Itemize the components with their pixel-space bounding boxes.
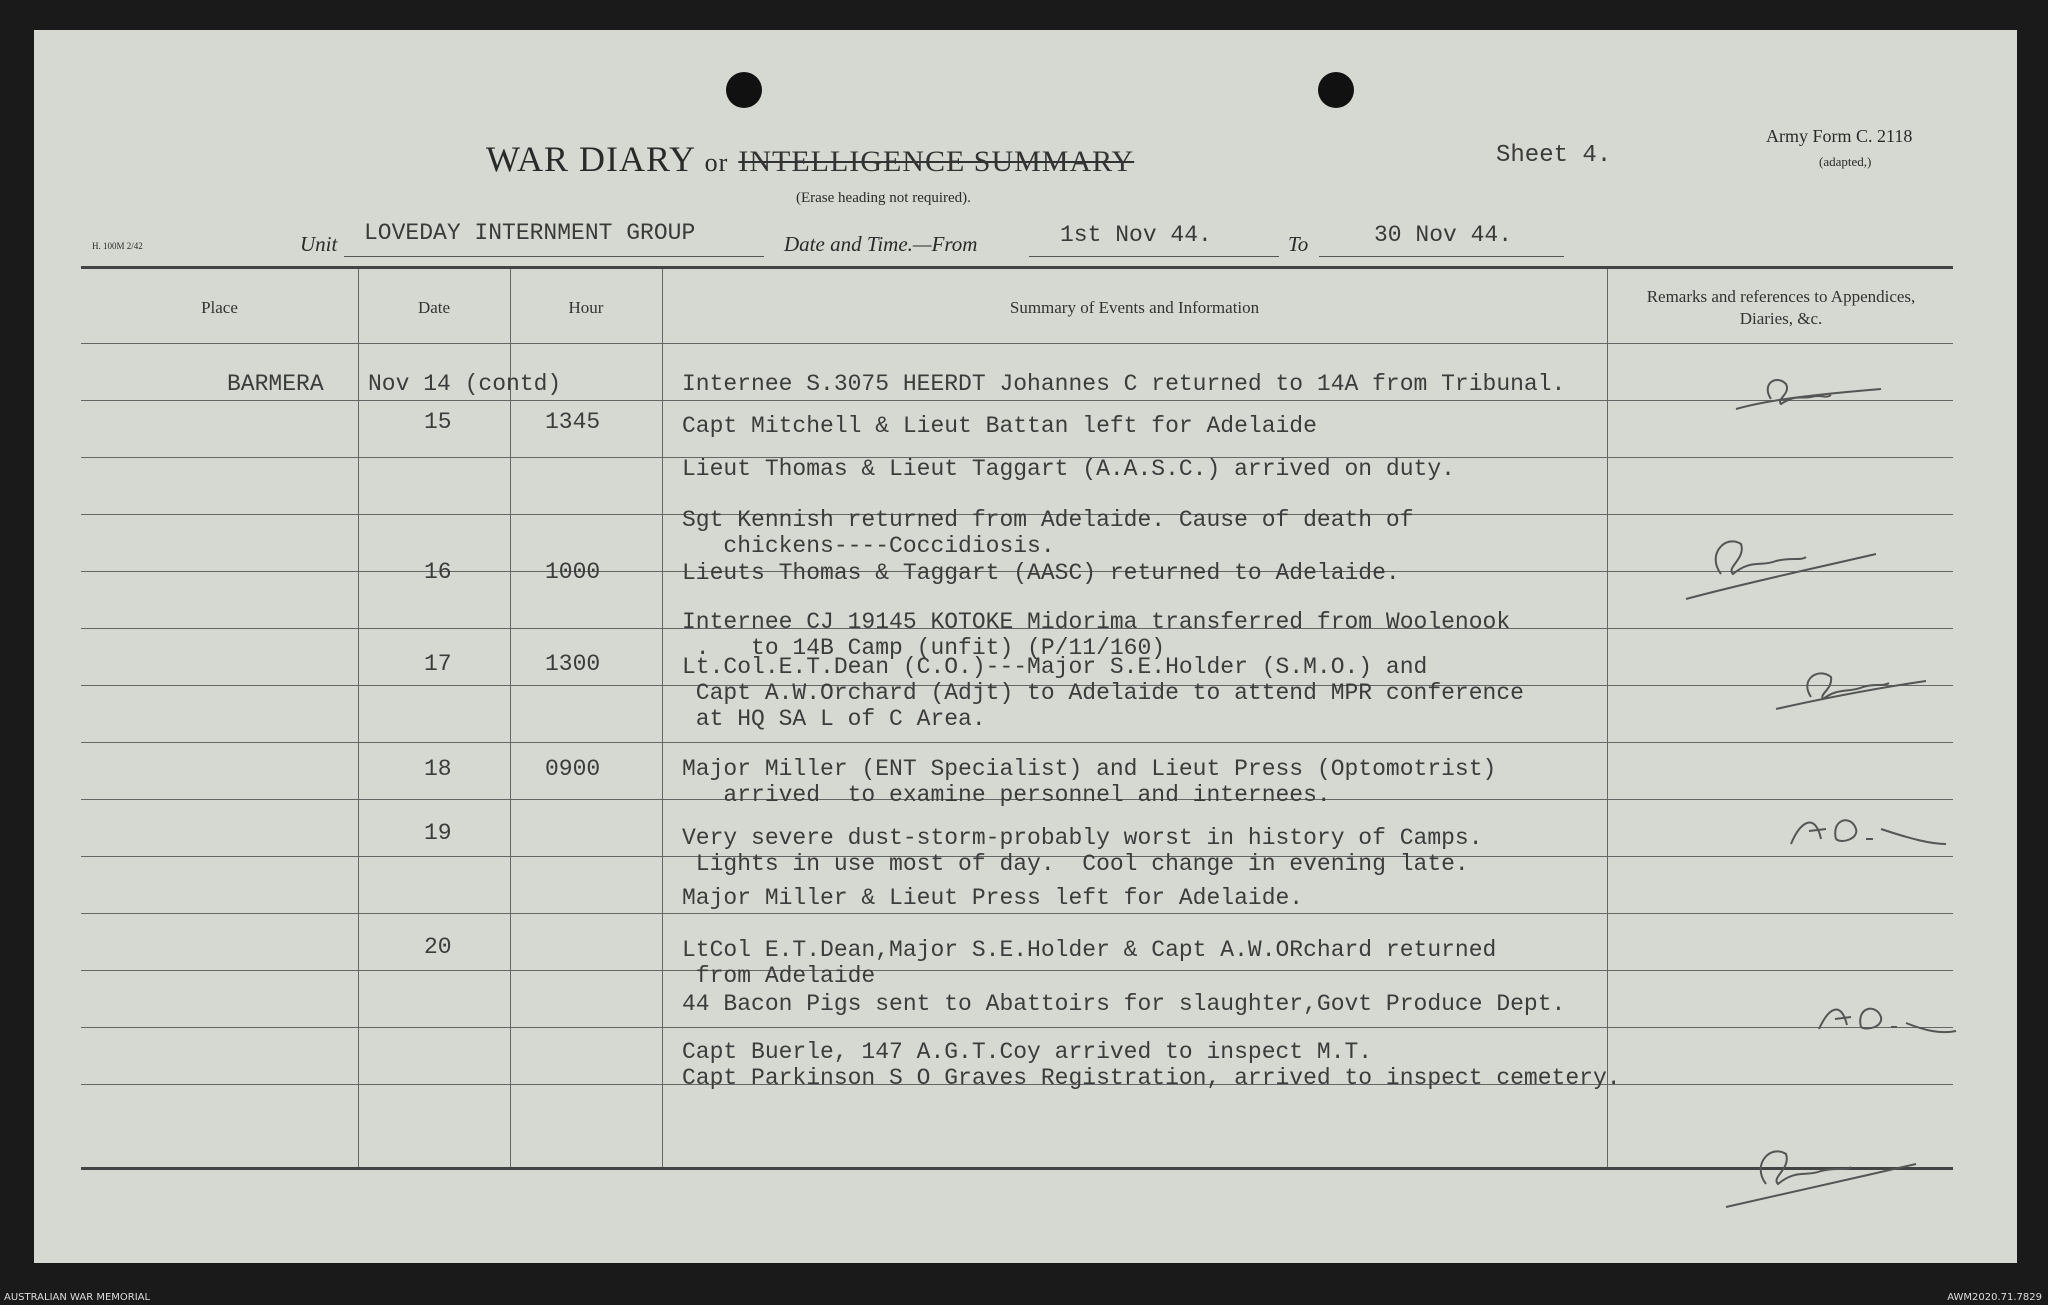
- table-row-text: Capt Buerle, 147 A.G.T.Coy arrived to inspect M.T. Capt Parkinson S O Graves Registration, arrived to inspect cemetery.: [682, 1039, 1621, 1091]
- row-rule: [81, 400, 1953, 401]
- punch-hole-right: [1318, 72, 1354, 108]
- initials-signature: [1771, 659, 1931, 719]
- initials-signature: [1811, 989, 1961, 1049]
- row-rule: [81, 913, 1953, 914]
- table-row-place: BARMERA: [227, 371, 324, 397]
- table-row-hour: 1300: [545, 651, 601, 677]
- table-row-date: 19: [424, 820, 452, 846]
- table-row-text: Sgt Kennish returned from Adelaide. Cause of death of chickens----Coccidiosis.: [682, 507, 1414, 559]
- table-row-date: Nov 14 (contd): [368, 371, 562, 397]
- table-row-date: 20: [424, 934, 452, 960]
- unit-underline: [344, 256, 764, 257]
- initials-signature: [1731, 369, 1891, 429]
- table-row-text: Major Miller (ENT Specialist) and Lieut Press (Optomotrist) arrived to examine personnel and internees.: [682, 756, 1497, 808]
- to-label: To: [1288, 232, 1309, 256]
- initials-signature: [1781, 799, 1951, 859]
- row-rule: [81, 1027, 1953, 1028]
- table-row-date: 17: [424, 651, 452, 677]
- col-header-remarks: Remarks and references to Appendices, Diaries, &c.: [1646, 286, 1916, 328]
- table-row-date: 18: [424, 756, 452, 782]
- diary-table: [81, 266, 1953, 1170]
- unit-value: LOVEDAY INTERNMENT GROUP: [364, 220, 696, 246]
- table-row-text: Lt.Col.E.T.Dean (C.O.)---Major S.E.Holder (S.M.O.) and Capt A.W.Orchard (Adjt) to Adelaide to attend MPR conference at HQ SA L of C Area.: [682, 654, 1524, 732]
- erase-note: (Erase heading not required).: [796, 190, 971, 206]
- initials-signature: [1721, 1129, 1921, 1209]
- footer-right: AWM2020.71.7829: [1947, 1292, 2042, 1303]
- table-row-text: Capt Mitchell & Lieut Battan left for Adelaide: [682, 413, 1317, 439]
- table-row-text: LtCol E.T.Dean,Major S.E.Holder & Capt A.W.ORchard returned from Adelaide: [682, 937, 1497, 989]
- col-header-place: Place: [201, 297, 238, 317]
- row-rule: [81, 742, 1953, 743]
- form-code: H. 100M 2/42: [92, 241, 143, 251]
- war-diary-title: WAR DIARY or INTELLIGENCE SUMMARY: [486, 139, 1135, 179]
- col-divider: [358, 269, 359, 1167]
- col-header-date: Date: [417, 297, 451, 317]
- from-value: 1st Nov 44.: [1060, 222, 1212, 248]
- punch-hole-left: [726, 72, 762, 108]
- table-row-text: Major Miller & Lieut Press left for Adelaide.: [682, 885, 1304, 911]
- table-row-hour: 0900: [545, 756, 601, 782]
- col-header-hour: Hour: [568, 297, 604, 317]
- table-row-hour: 1000: [545, 559, 601, 585]
- diary-sheet: [34, 30, 2017, 1263]
- table-row-hour: 1345: [545, 409, 601, 435]
- col-divider: [510, 269, 511, 1167]
- table-row-text: 44 Bacon Pigs sent to Abattoirs for slaughter,Govt Produce Dept.: [682, 991, 1566, 1017]
- table-row-text: Internee S.3075 HEERDT Johannes C returned to 14A from Tribunal.: [682, 371, 1566, 397]
- footer-left: AUSTRALIAN WAR MEMORIAL: [4, 1292, 151, 1303]
- from-underline: [1029, 256, 1279, 257]
- col-divider: [1607, 269, 1608, 1167]
- sheet-number: Sheet 4.: [1496, 142, 1612, 169]
- table-row-text: Very severe dust-storm-probably worst in history of Camps. Lights in use most of day. Cool change in evening late.: [682, 825, 1483, 877]
- table-row-text: Lieut Thomas & Lieut Taggart (A.A.S.C.) arrived on duty.: [682, 456, 1455, 482]
- row-rule: [81, 343, 1953, 344]
- table-row-text: Internee CJ 19145 KOTOKE Midorima transferred from Woolenook . to 14B Camp (unfit) (P/11/160): [682, 609, 1511, 661]
- col-header-summary: Summary of Events and Information: [1009, 297, 1260, 317]
- date-time-label: Date and Time.—From: [784, 232, 978, 256]
- army-form-adapted: (adapted,): [1819, 154, 1872, 169]
- initials-signature: [1681, 529, 1881, 609]
- table-row-date: 16: [424, 559, 452, 585]
- to-value: 30 Nov 44.: [1374, 222, 1513, 248]
- col-divider: [662, 269, 663, 1167]
- unit-label: Unit: [300, 232, 338, 256]
- to-underline: [1319, 256, 1564, 257]
- table-row-date: 15: [424, 409, 452, 435]
- army-form: Army Form C. 2118: [1766, 126, 1913, 146]
- table-row-text: Lieuts Thomas & Taggart (AASC) returned to Adelaide.: [682, 560, 1400, 586]
